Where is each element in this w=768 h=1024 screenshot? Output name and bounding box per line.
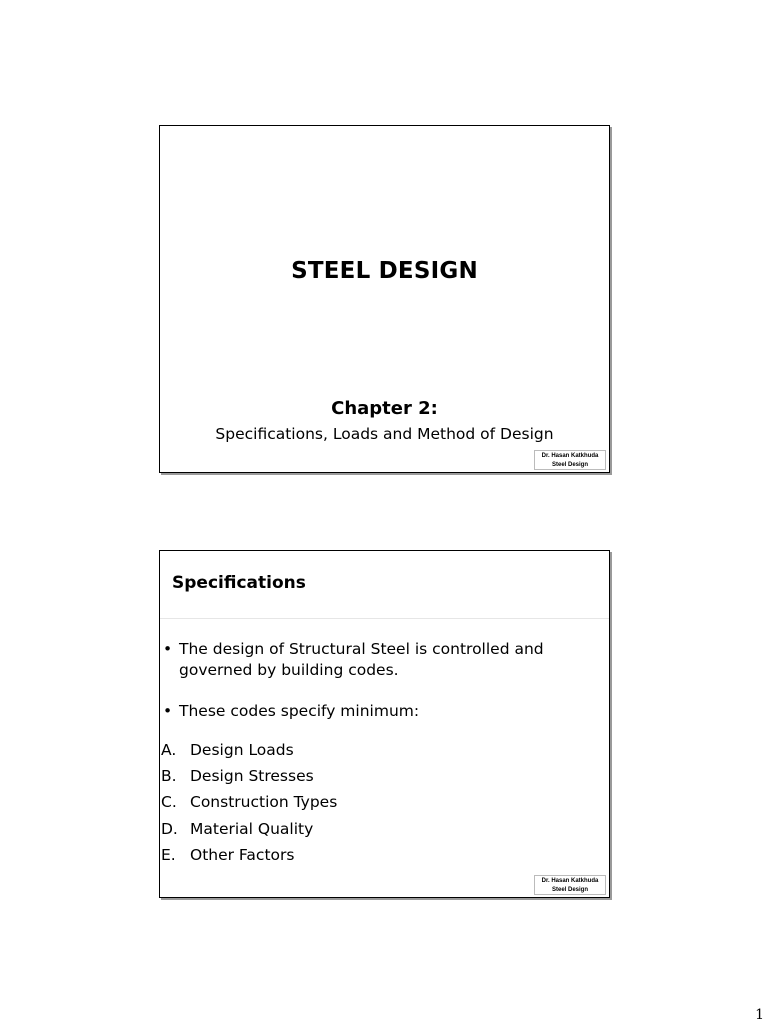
list-item	[161, 842, 337, 868]
bullet-icon: •	[163, 702, 173, 720]
heading-divider	[160, 618, 609, 619]
bullet-text: The design of Structural Steel is controlled and governed by building codes.	[179, 640, 544, 679]
item-text: Material Quality	[190, 819, 314, 838]
slide-footer	[534, 450, 606, 470]
title-slide	[159, 125, 610, 473]
item-text: Other Factors	[190, 845, 295, 864]
item-letter: C.	[161, 793, 177, 812]
item-letter: A.	[161, 741, 177, 759]
lettered-list	[161, 737, 337, 868]
list-item	[161, 737, 337, 763]
list-item	[161, 789, 337, 815]
item-letter: B.	[161, 767, 177, 786]
item-text: Design Loads	[190, 741, 294, 759]
slide-heading: Specifications	[172, 573, 306, 593]
bullet-icon: •	[163, 640, 173, 658]
item-letter: E.	[161, 845, 176, 864]
footer-author: Dr. Hasan Katkhuda	[541, 453, 599, 459]
footer-author: Dr. Hasan Katkhuda	[541, 878, 599, 884]
bullet-item	[163, 639, 593, 681]
slide-footer	[534, 875, 606, 895]
bullet-text: These codes specify minimum:	[179, 702, 420, 720]
footer-course: Steel Design	[551, 887, 588, 893]
chapter-label: Chapter 2:	[331, 398, 438, 419]
specifications-slide	[159, 550, 610, 898]
item-text: Design Stresses	[190, 767, 314, 786]
bullet-list	[163, 639, 593, 722]
list-item	[161, 816, 337, 842]
chapter-subtitle: Specifications, Loads and Method of Design	[215, 425, 554, 443]
item-letter: D.	[161, 819, 178, 838]
item-text: Construction Types	[190, 793, 338, 812]
bullet-item	[163, 701, 593, 722]
slide-title: STEEL DESIGN	[291, 258, 478, 284]
page-number: 1	[755, 1007, 764, 1023]
list-item	[161, 763, 337, 789]
footer-course: Steel Design	[551, 462, 588, 468]
